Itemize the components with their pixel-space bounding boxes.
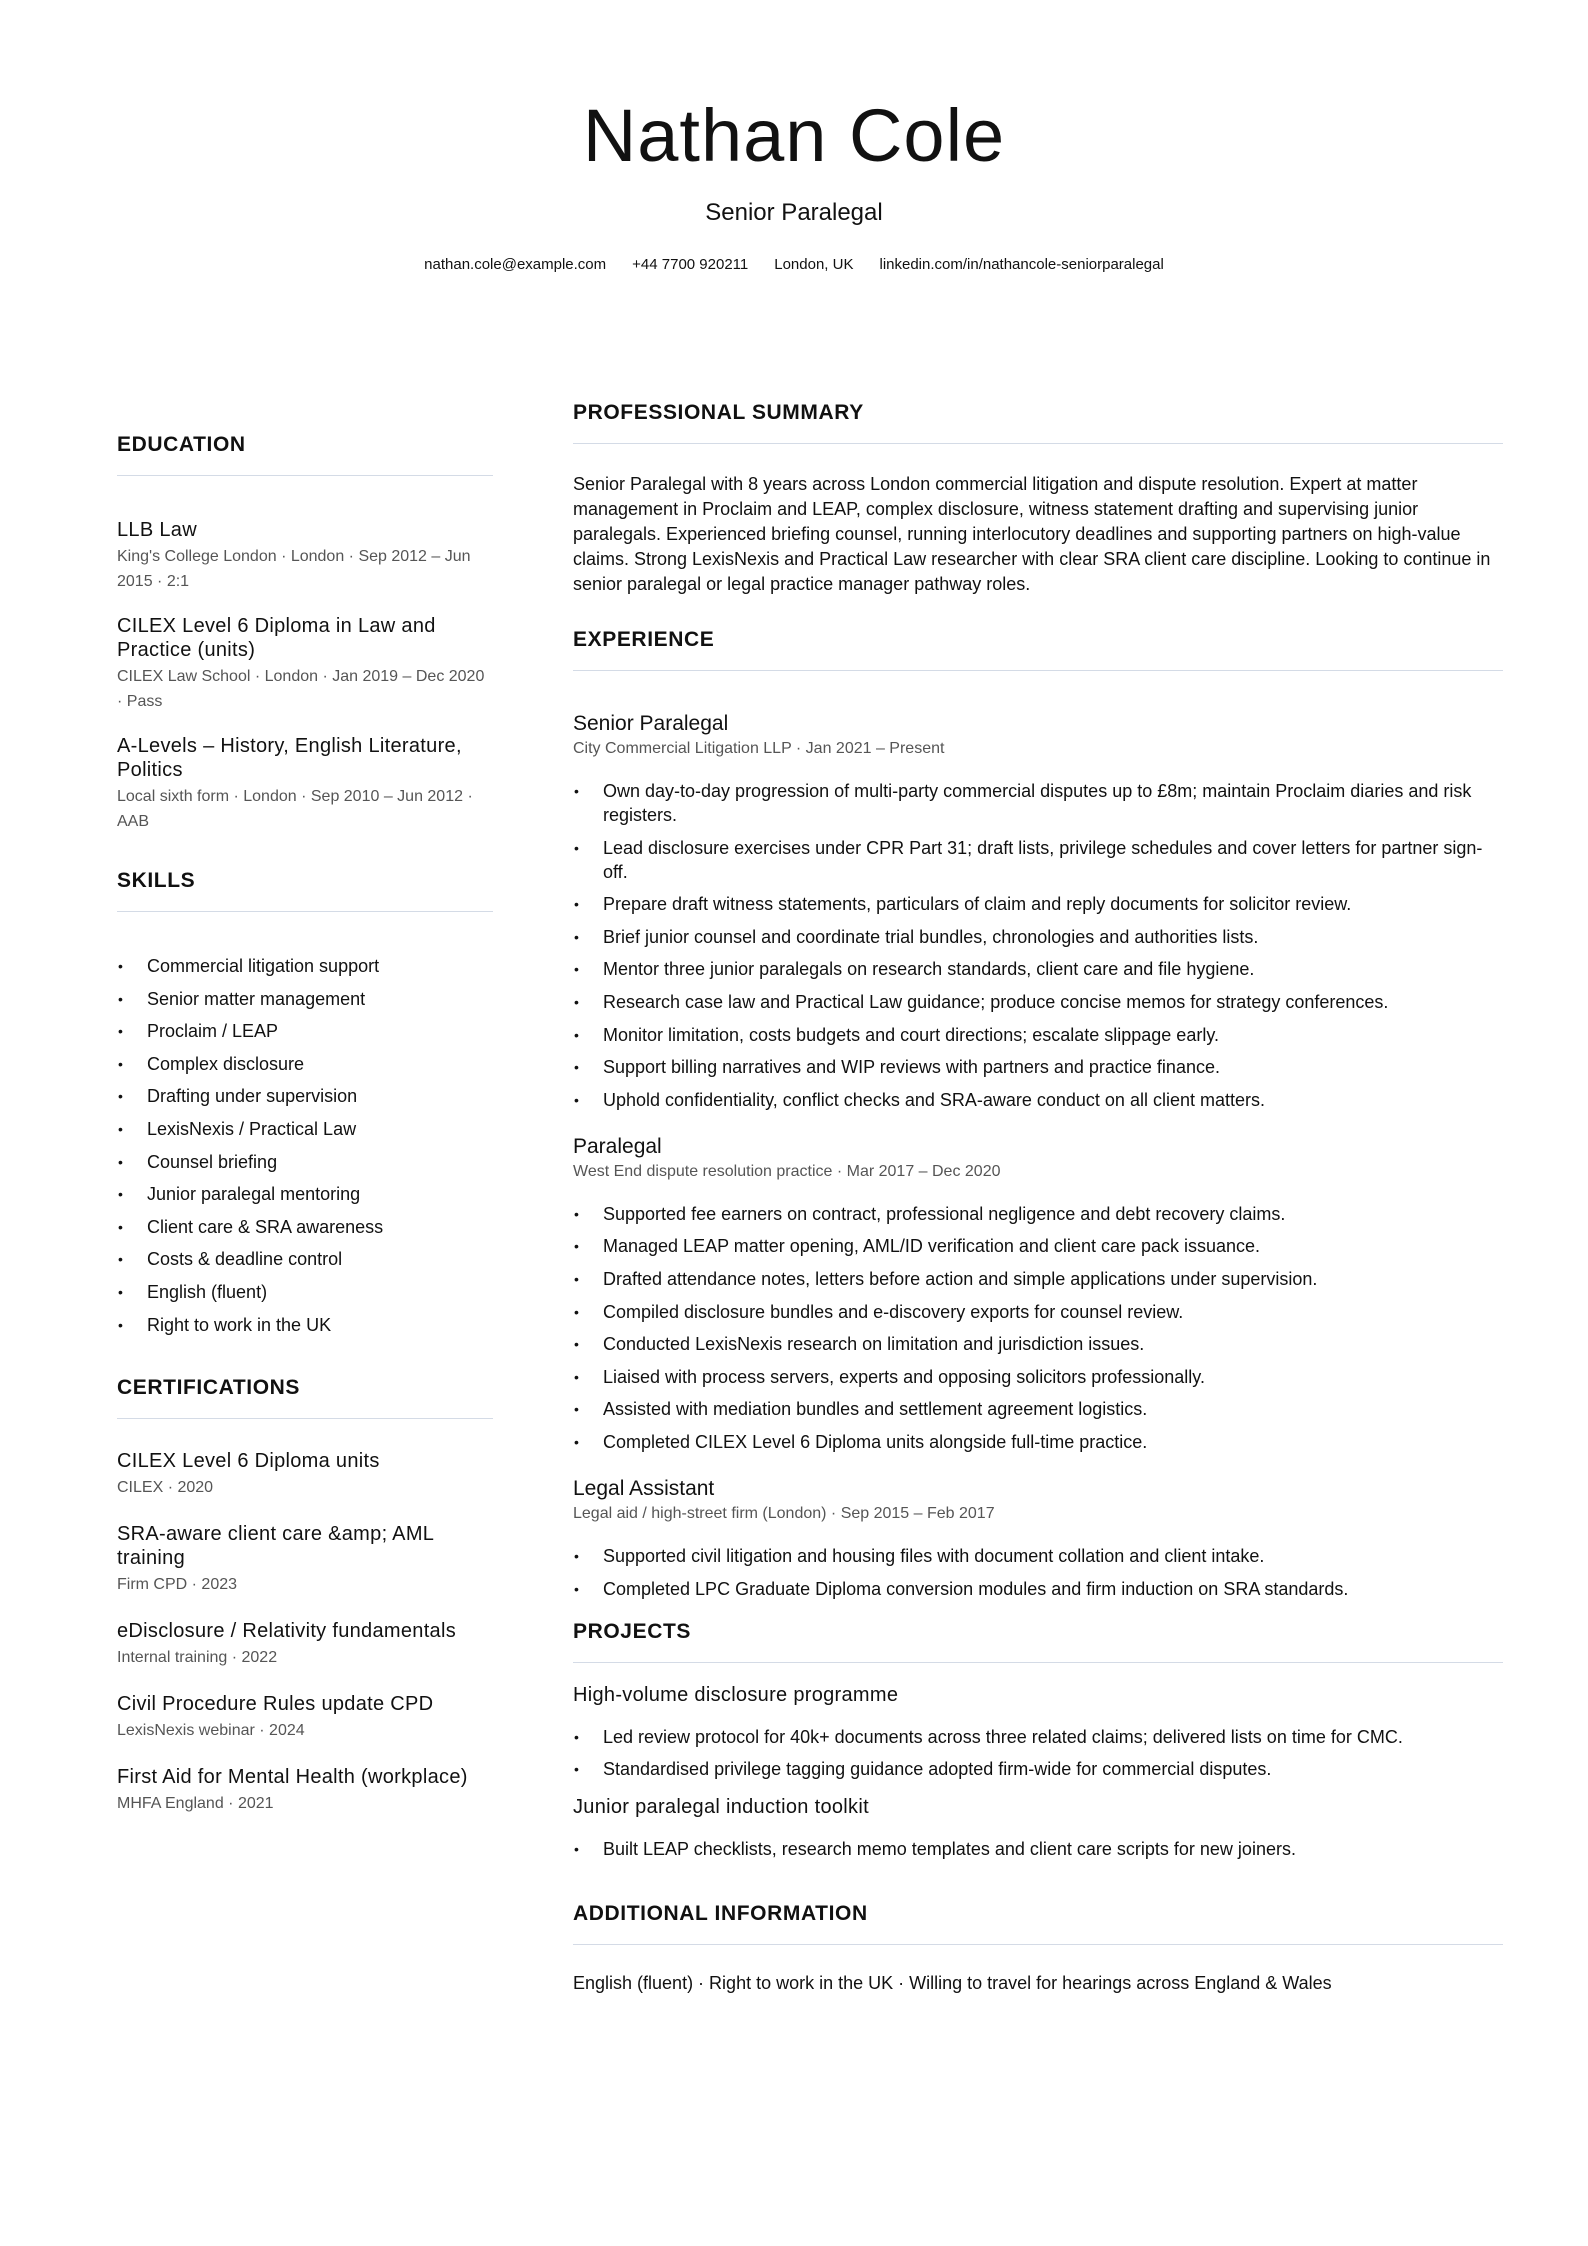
certification-title: Civil Procedure Rules update CPD: [117, 1693, 434, 1716]
education-item: [117, 614, 493, 714]
job-bullets: [573, 1202, 1503, 1454]
job-entry: [573, 1476, 1503, 1601]
job-bullet: • Compiled disclosure bundles and e-discovery exports for counsel review.: [573, 1300, 1503, 1324]
certification-meta: MHFA England · 2021: [117, 1795, 274, 1813]
job-bullet: • Liaised with process servers, experts and opposing solicitors professionally.: [573, 1365, 1503, 1389]
additional-text: English (fluent) · Right to work in the UK · Willing to travel for hearings across England & Wales: [573, 1973, 1332, 1994]
skill-item: • Costs & deadline control: [117, 1243, 493, 1276]
skill-item: • Counsel briefing: [117, 1146, 493, 1179]
additional-section: [573, 1901, 1503, 1995]
job-bullet: • Prepare draft witness statements, particulars of claim and reply documents for solicitor review.: [573, 892, 1503, 916]
project-entry: [573, 1795, 1503, 1861]
education-item: [117, 734, 493, 834]
summary-text: Senior Paralegal with 8 years across London commercial litigation and dispute resolution. Expert at matter management in Proclaim and LEAP, complex disclosure, witness statement drafting and supervising junior paralegals. Experienced briefing counsel, running interlocutory deadlines and supporting partners on high-value claims. Strong LexisNexis and Practical Law researcher with clear SRA client care discipline. Looking to continue in senior paralegal or legal practice manager pathway roles.: [573, 474, 1491, 594]
right-column: [573, 400, 1503, 1995]
certification-title: CILEX Level 6 Diploma units: [117, 1450, 380, 1473]
skill-item: • Right to work in the UK: [117, 1309, 493, 1342]
job-bullet: • Brief junior counsel and coordinate trial bundles, chronologies and authorities lists.: [573, 925, 1503, 949]
skill-item: • Senior matter management: [117, 983, 493, 1016]
job-bullet: • Mentor three junior paralegals on research standards, client care and file hygiene.: [573, 957, 1503, 981]
job-bullet: • Assisted with mediation bundles and settlement agreement logistics.: [573, 1397, 1503, 1421]
education-meta: CILEX Law School · London · Jan 2019 – Dec 2020 · Pass: [117, 668, 485, 710]
certification-item: [117, 1692, 493, 1743]
job-meta: Legal aid / high-street firm (London) · Sep 2015 – Feb 2017: [573, 1504, 995, 1522]
job-entry: [573, 1134, 1503, 1454]
job-bullet: • Research case law and Practical Law guidance; produce concise memos for strategy conferences.: [573, 990, 1503, 1014]
certifications-section: [117, 1375, 493, 1816]
job-meta: City Commercial Litigation LLP · Jan 2021 – Present: [573, 740, 945, 757]
job-bullet: • Completed CILEX Level 6 Diploma units alongside full-time practice.: [573, 1430, 1503, 1454]
project-entry: [573, 1683, 1503, 1782]
education-meta: King's College London · London · Sep 2012 – Jun 2015 · 2:1: [117, 548, 471, 590]
job-bullet: • Supported civil litigation and housing files with document collation and client intake.: [573, 1544, 1503, 1568]
job-bullet: • Uphold confidentiality, conflict checks and SRA-aware conduct on all client matters.: [573, 1088, 1503, 1112]
job-title: Paralegal: [573, 1134, 662, 1158]
skill-item: • LexisNexis / Practical Law: [117, 1113, 493, 1146]
job-meta: West End dispute resolution practice · Mar 2017 – Dec 2020: [573, 1162, 1001, 1180]
project-title: High-volume disclosure programme: [573, 1683, 899, 1706]
contact-email[interactable]: nathan.cole@example.com: [424, 256, 607, 273]
job-bullet: • Monitor limitation, costs budgets and court directions; escalate slippage early.: [573, 1023, 1503, 1047]
certification-title: eDisclosure / Relativity fundamentals: [117, 1620, 457, 1643]
certification-meta: Internal training · 2022: [117, 1649, 278, 1667]
projects-section: [573, 1619, 1503, 1862]
skill-item: • Client care & SRA awareness: [117, 1211, 493, 1244]
education-meta: Local sixth form · London · Sep 2010 – Jun 2012 · AAB: [117, 788, 473, 830]
education-section: [117, 432, 493, 834]
skill-item: • English (fluent): [117, 1276, 493, 1309]
project-title: Junior paralegal induction toolkit: [573, 1796, 869, 1819]
job-bullet: • Managed LEAP matter opening, AML/ID verification and client care pack issuance.: [573, 1234, 1503, 1258]
resume-header: [0, 92, 1588, 273]
education-title: CILEX Level 6 Diploma in Law and Practice (units): [117, 615, 436, 661]
certification-item: [117, 1619, 493, 1670]
certification-item: [117, 1449, 493, 1500]
project-bullet: • Standardised privilege tagging guidance adopted firm-wide for commercial disputes.: [573, 1757, 1503, 1781]
contact-linkedin[interactable]: linkedin.com/in/nathancole-seniorparalegal: [879, 256, 1164, 273]
candidate-name: Nathan Cole: [582, 94, 1006, 177]
education-title: A-Levels – History, English Literature, Politics: [117, 735, 462, 781]
project-bullets: [573, 1725, 1503, 1782]
certification-title: SRA-aware client care &amp; AML training: [117, 1523, 434, 1570]
skill-item: • Complex disclosure: [117, 1048, 493, 1081]
certification-item: [117, 1522, 493, 1597]
education-title: LLB Law: [117, 519, 197, 541]
certification-meta: Firm CPD · 2023: [117, 1576, 238, 1594]
skills-list: [117, 950, 493, 1341]
skill-item: • Drafting under supervision: [117, 1080, 493, 1113]
section-title-skills: SKILLS: [117, 868, 493, 912]
skills-section: [117, 868, 493, 1341]
job-bullet: • Drafted attendance notes, letters before action and simple applications under supervision.: [573, 1267, 1503, 1291]
job-bullets: [573, 779, 1503, 1112]
section-title-summary: PROFESSIONAL SUMMARY: [573, 400, 1503, 444]
job-bullet: • Conducted LexisNexis research on limitation and jurisdiction issues.: [573, 1332, 1503, 1356]
certification-item: [117, 1765, 493, 1816]
skill-item: • Commercial litigation support: [117, 950, 493, 983]
project-bullet: • Led review protocol for 40k+ documents across three related claims; delivered lists on time for CMC.: [573, 1725, 1503, 1749]
job-bullet: • Lead disclosure exercises under CPR Part 31; draft lists, privilege schedules and cover letters for partner sign-off.: [573, 836, 1503, 884]
certification-meta: CILEX · 2020: [117, 1479, 214, 1497]
skill-item: • Proclaim / LEAP: [117, 1015, 493, 1048]
job-entry: [573, 711, 1503, 1112]
job-bullet: • Supported fee earners on contract, professional negligence and debt recovery claims.: [573, 1202, 1503, 1226]
project-bullet: • Built LEAP checklists, research memo templates and client care scripts for new joiners.: [573, 1837, 1503, 1861]
job-title: Senior Paralegal: [573, 712, 729, 735]
contact-location: London, UK: [774, 256, 854, 273]
job-bullet: • Completed LPC Graduate Diploma conversion modules and firm induction on SRA standards.: [573, 1577, 1503, 1601]
contact-row: [0, 256, 1588, 273]
section-title-additional: ADDITIONAL INFORMATION: [573, 1901, 1503, 1945]
summary-section: [573, 400, 1503, 597]
candidate-role: Senior Paralegal: [705, 199, 883, 226]
experience-section: [573, 627, 1503, 1601]
left-column: [117, 432, 493, 1850]
job-title: Legal Assistant: [573, 1476, 715, 1500]
skill-item: • Junior paralegal mentoring: [117, 1178, 493, 1211]
contact-phone[interactable]: +44 7700 920211: [632, 256, 749, 273]
job-bullets: [573, 1544, 1503, 1601]
certification-title: First Aid for Mental Health (workplace): [117, 1766, 468, 1789]
job-bullet: • Support billing narratives and WIP reviews with partners and practice finance.: [573, 1055, 1503, 1079]
section-title-certifications: CERTIFICATIONS: [117, 1375, 493, 1419]
education-item: [117, 518, 493, 594]
certification-meta: LexisNexis webinar · 2024: [117, 1722, 305, 1740]
section-title-projects: PROJECTS: [573, 1619, 1503, 1663]
job-bullet: • Own day-to-day progression of multi-party commercial disputes up to £8m; maintain Proclaim diaries and risk registers.: [573, 779, 1503, 827]
project-bullets: [573, 1837, 1503, 1861]
section-title-experience: EXPERIENCE: [573, 627, 1503, 671]
section-title-education: EDUCATION: [117, 432, 493, 476]
